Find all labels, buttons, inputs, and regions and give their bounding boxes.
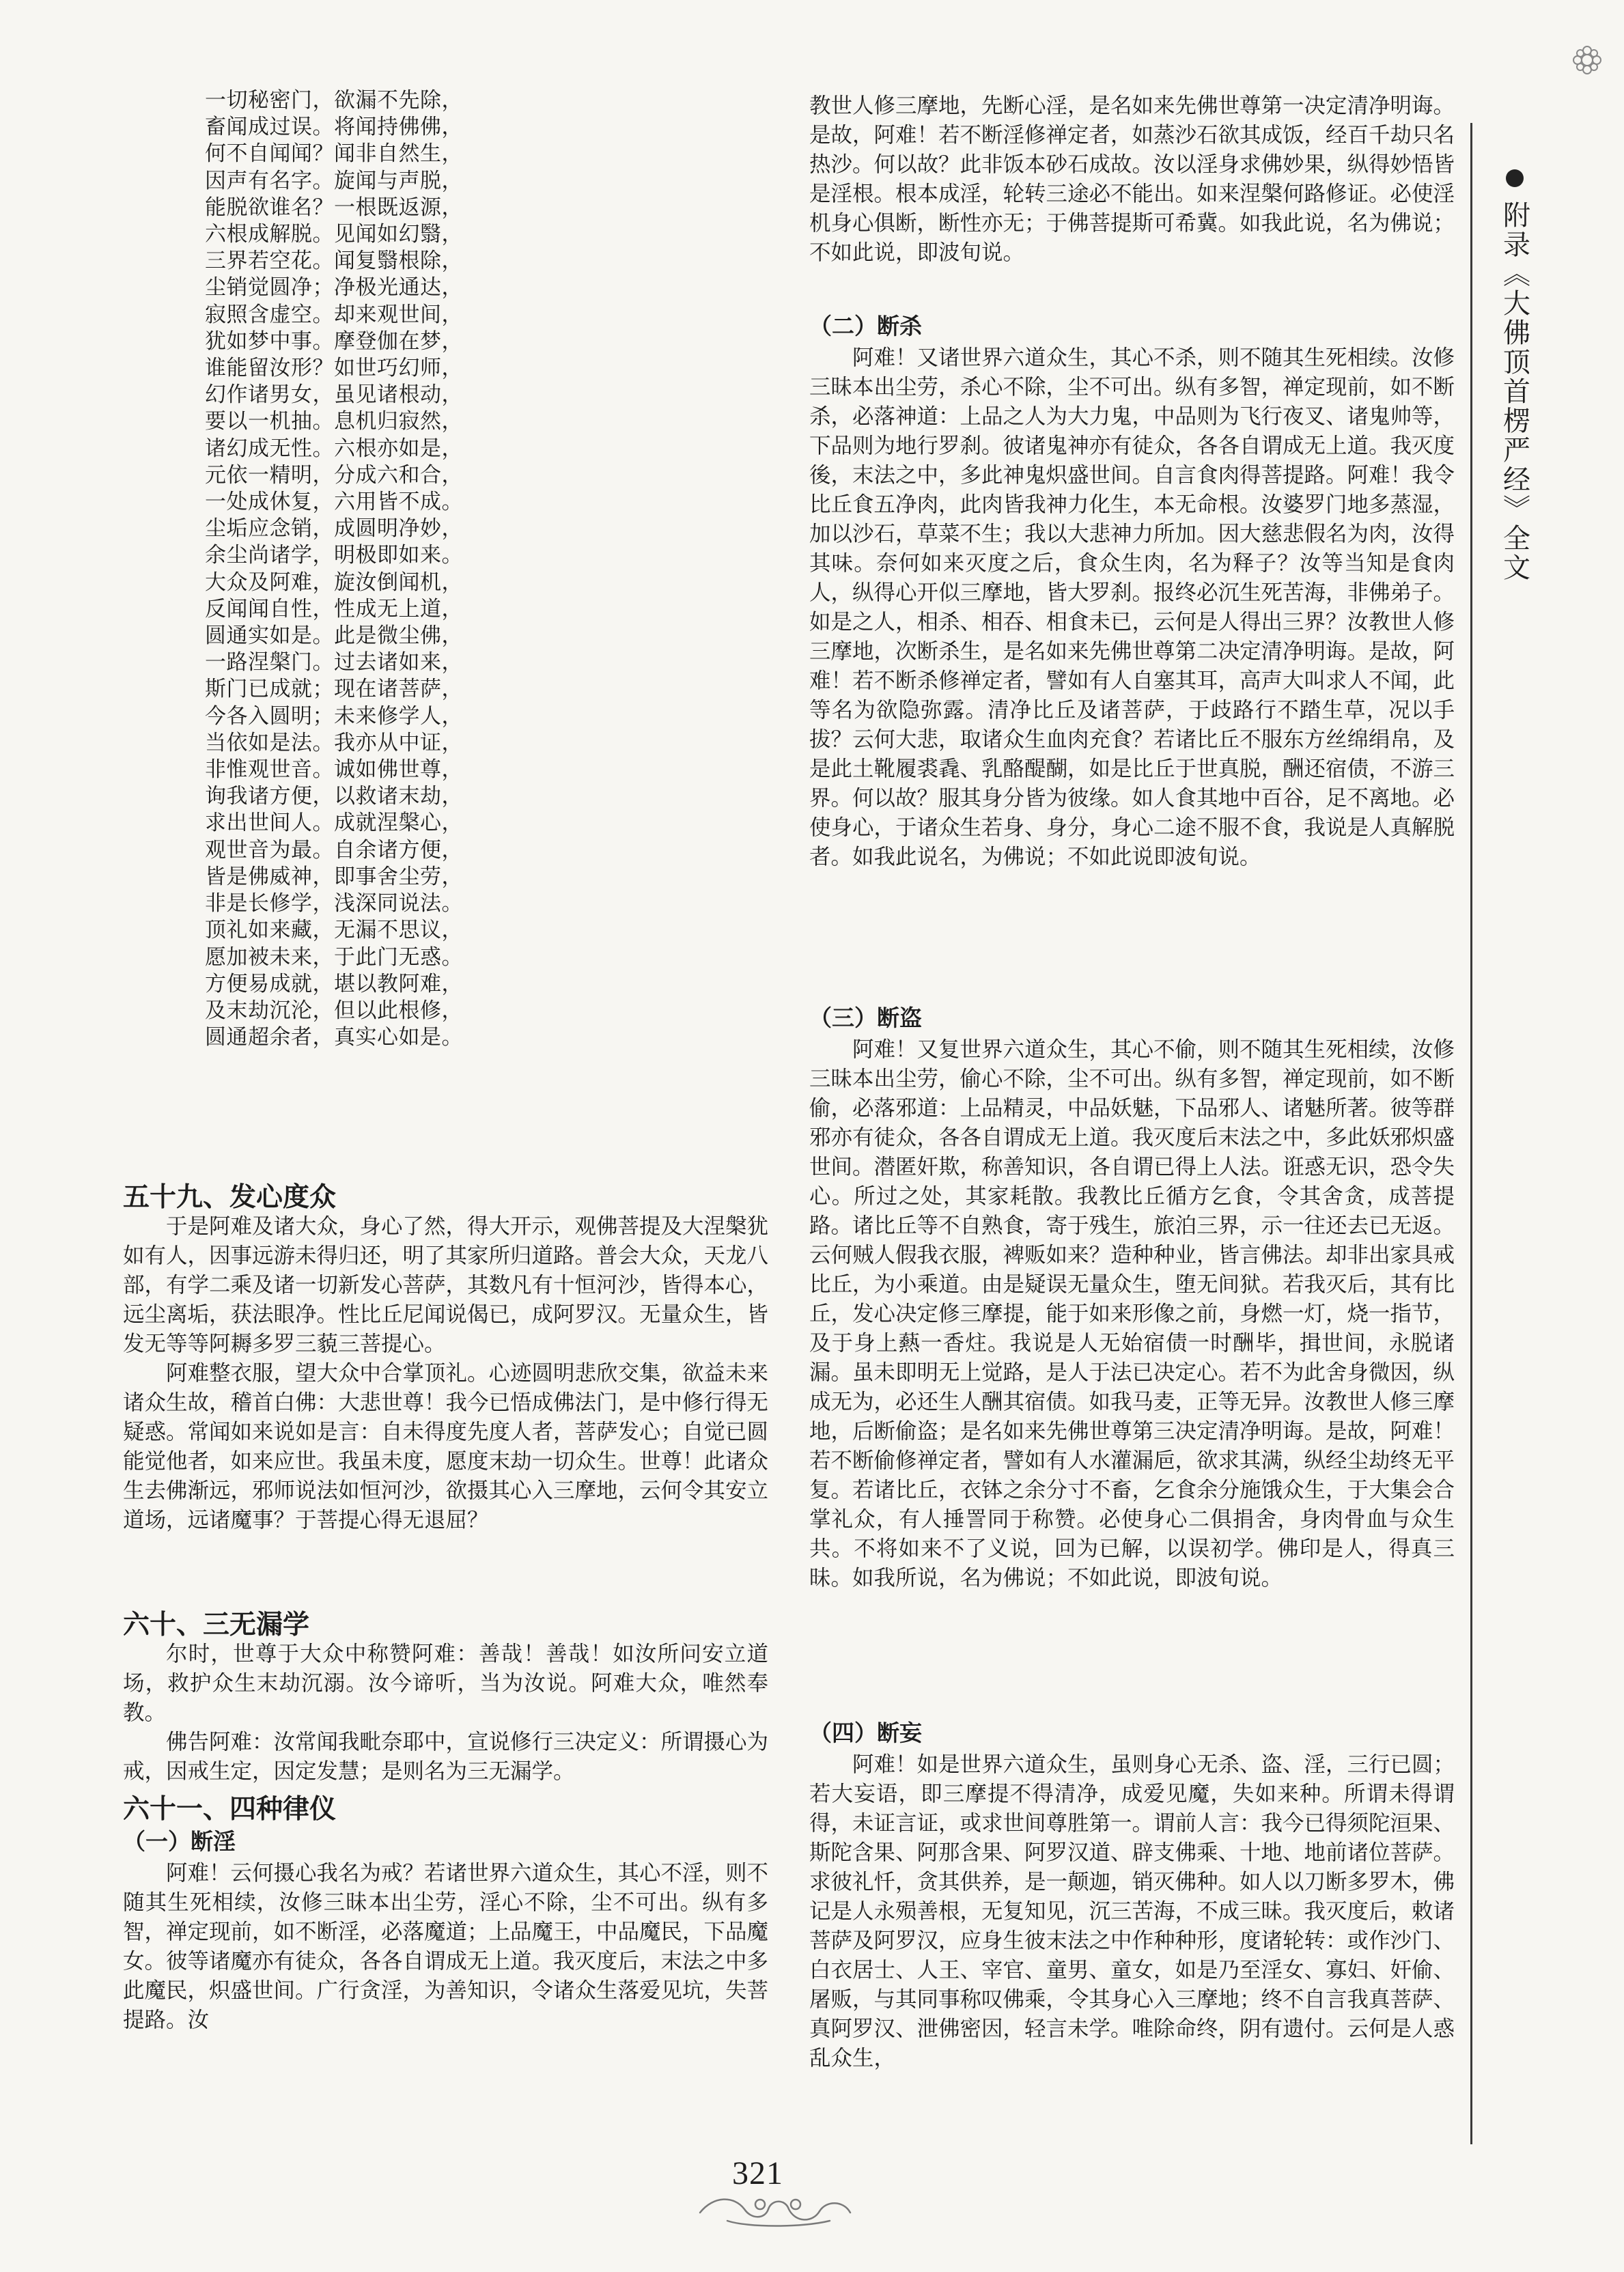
verse-line: 圆通超余者，真实心如是。 bbox=[205, 1025, 463, 1050]
paragraph: 佛告阿难：汝常闻我毗奈耶中，宣说修行三决定义：所谓摄心为戒，因戒生定，因定发慧；是则名为三无漏学。 bbox=[123, 1730, 769, 1784]
paragraph: 阿难！云何摄心我名为戒？若诸世界六道众生，其心不淫，则不随其生死相续，汝修三昧本出尘劳，淫心不除，尘不可出。纵有多智，禅定现前，如不断淫，必落魔道；上品魔王，中品魔民，下品魔女。彼等诸魔亦有徒众，各各自谓成无上道。我灭度后，末法之中多此魔民，炽盛世间。广行贪淫，为善知识，令诸众生落爱见坑，失菩提路。汝 bbox=[123, 1861, 769, 2032]
paragraph: 阿难！如是世界六道众生，虽则身心无杀、盗、淫，三行已圆；若大妄语，即三摩提不得清净，成爱见魔，失如来种。所谓未得谓得，未证言证，或求世间尊胜第一。谓前人言：我今已得须陀洹果、斯陀含果、阿那含果、阿罗汉道、辟支佛乘、十地、地前诸位菩萨。求彼礼忏，贪其供养，是一颠迦，销灭佛种。如人以刀断多罗木，佛记是人永殒善根，无复知见，沉三苦海，不成三昧。我灭度后，敕诸菩萨及阿罗汉，应身生彼末法之中作种种形，度诸轮转：或作沙门、白衣居士、人王、宰官、童男、童女，如是乃至淫女、寡妇、奸偷、屠贩，与其同事称叹佛乘，令其身心入三摩地；终不自言我真菩萨、真阿罗汉、泄佛密因，轻言未学。唯除命终，阴有遗付。云何是人惑乱众生， bbox=[809, 1752, 1455, 2071]
verse-line: 三界若空花。闻复翳根除， bbox=[205, 249, 463, 274]
bullet-icon bbox=[1506, 169, 1524, 187]
verse-line: 大众及阿难，旋汝倒闻机， bbox=[205, 570, 463, 595]
section-59-title: 五十九、发心度众 bbox=[123, 1182, 337, 1213]
paragraph: 阿难！又诸世界六道众生，其心不杀，则不随其生死相续。汝修三昧本出尘劳，杀心不除，尘不可出。纵有多智，禅定现前，如不断杀，必落神道：上品之人为大力鬼，中品则为飞行夜叉、诸鬼帅等，下品则为地行罗刹。彼诸鬼神亦有徒众，各各自谓成无上道。我灭度後，末法之中，多此神鬼炽盛世间。自言食肉得菩提路。阿难！我令比丘食五净肉，此肉皆我神力化生，本无命根。汝婆罗门地多蒸湿，加以沙石，草菜不生；我以大悲神力所加。因大慈悲假名为肉，汝得其味。奈何如来灭度之后，食众生肉，名为释子？汝等当知是食肉人，纵得心开似三摩地，皆大罗刹。报终必沉生死苦海，非佛弟子。如是之人，相杀、相吞、相食未已，云何是人得出三界？汝教世人修三摩地，次断杀生，是名如来先佛世尊第二决定清净明诲。是故，阿难！若不断杀修禅定者，譬如有人自塞其耳，高声大叫求人不闻，此等名为欲隐弥露。清净比丘及诸菩萨，于歧路行不踏生草，况以手拔？云何大悲，取诸众生血肉充食？若诸比丘不服东方丝绵绢帛，及是此土靴履裘毳、乳酪醍醐，如是比丘于世真脱，酬还宿债，不游三界。何以故？服其身分皆为彼缘。如人食其地中百谷，足不离地。必使身心，于诸众生若身、身分，身心二途不服不食，我说是人真解脱者。如我此说名，为佛说；不如此说即波旬说。 bbox=[809, 346, 1455, 869]
verse-line: 何不自闻闻？闻非自然生， bbox=[205, 141, 463, 167]
subsection-body bbox=[809, 1035, 1455, 1593]
section-59-body bbox=[123, 1212, 768, 1535]
verse-line: 询我诸方便，以救诸末劫， bbox=[205, 784, 463, 809]
verse-line: 皆是佛威神，即事舍尘劳， bbox=[205, 864, 463, 889]
running-header bbox=[1494, 169, 1535, 583]
verse-line: 今各入圆明；未来修学人， bbox=[205, 703, 463, 729]
subsection-body bbox=[809, 343, 1455, 872]
verse-line: 圆通实如是。此是微尘佛， bbox=[205, 623, 463, 649]
verse-line: 斯门已成就；现在诸菩萨， bbox=[205, 677, 463, 702]
subsection-body bbox=[123, 1859, 768, 2035]
verse-line: 畜闻成过误。将闻持佛佛， bbox=[205, 115, 463, 140]
verse-line: 尘垢应念销，成圆明净妙， bbox=[205, 516, 463, 542]
paragraph: 于是阿难及诸大众，身心了然，得大开示，观佛菩提及大涅槃犹如有人，因事远游未得归还，明了其家所归道路。普会大众，天龙八部，有学二乘及诸一切新发心菩萨，其数凡有十恒河沙，皆得本心，远尘离垢，获法眼净。性比丘尼闻说偈已，成阿罗汉。无量众生，皆发无等等阿耨多罗三藐三菩提心。 bbox=[123, 1214, 769, 1356]
cloud-ornament-icon bbox=[686, 2185, 864, 2233]
paragraph: 教世人修三摩地，先断心淫，是名如来先佛世尊第一决定清净明诲。是故，阿难！若不断淫修禅定者，如蒸沙石欲其成饭，经百千劫只名热沙。何以故？此非饭本砂石成故。汝以淫身求佛妙果，纵得妙悟皆是淫根。根本成淫，轮转三途必不能出。如来涅槃何路修证。必使淫机身心俱断，断性亦无；于佛菩提斯可希冀。如我此说，名为佛说；不如此说，即波旬说。 bbox=[809, 94, 1455, 265]
verse-line: 元依一精明，分成六和合， bbox=[205, 462, 463, 488]
section-61-title: 六十一、四种律仪 bbox=[123, 1794, 337, 1825]
verse-line: 因声有名字。旋闻与声脱， bbox=[205, 168, 463, 193]
verse-line: 幻作诸男女，虽见诸根动， bbox=[205, 382, 463, 408]
subsection-body bbox=[809, 1750, 1455, 2073]
verse-line: 一路涅槃门。过去诸如来， bbox=[205, 650, 463, 675]
verse-line: 谁能留汝形？如世巧幻师， bbox=[205, 356, 463, 381]
verse-line: 求出世间人。成就涅槃心， bbox=[205, 811, 463, 836]
verse-line: 顶礼如来藏，无漏不思议， bbox=[205, 918, 463, 943]
running-header-text: 附录《大佛顶首楞严经》全文 bbox=[1498, 201, 1530, 583]
verse-line: 非是长修学，浅深同说法。 bbox=[205, 891, 463, 916]
verse-line: 及末劫沉沦，但以此根修， bbox=[205, 998, 463, 1023]
sidebar-divider bbox=[1470, 123, 1472, 2144]
verse-line: 观世音为最。自余诸方便， bbox=[205, 837, 463, 862]
subsection-title: （一）断淫 bbox=[123, 1828, 236, 1855]
section-60-body bbox=[123, 1640, 768, 1786]
verse-line: 一处成休复，六用皆不成。 bbox=[205, 490, 463, 515]
subsection-title: （四）断妄 bbox=[809, 1720, 922, 1746]
verse-line: 当依如是法。我亦从中证， bbox=[205, 730, 463, 755]
verse-block bbox=[205, 87, 615, 1051]
subsection-title: （三）断盗 bbox=[809, 1005, 922, 1031]
verse-line: 要以一机抽。息机归寂然， bbox=[205, 409, 463, 434]
section-60-title: 六十、三无漏学 bbox=[123, 1610, 310, 1640]
verse-line: 寂照含虚空。却来观世间， bbox=[205, 302, 463, 327]
paragraph: 阿难！又复世界六道众生，其心不偷，则不随其生死相续，汝修三昧本出尘劳，偷心不除，尘不可出。纵有多智，禅定现前，如不断偷，必落邪道：上品精灵，中品妖魅，下品邪人、诸魅所著。彼等群邪亦有徒众，各各自谓成无上道。我灭度后末法之中，多此妖邪炽盛世间。潜匿奸欺，称善知识，各自谓已得上人法。诳惑无识，恐令失心。所过之处，其家耗散。我教比丘循方乞食，令其舍贪，成菩提路。诸比丘等不自熟食，寄于残生，旅泊三界，示一往还去已无返。云何贼人假我衣服，裨贩如来？造种种业，皆言佛法。却非出家具戒比丘，为小乘道。由是疑误无量众生，堕无间狱。若我灭后，其有比丘，发心决定修三摩提，能于如来形像之前，身燃一灯，烧一指节，及于身上爇一香炷。我说是人无始宿债一时酬毕，揖世间，永脱诸漏。虽未即明无上觉路，是人于法已决定心。若不为此舍身微因，纵成无为，必还生人酬其宿债。如我马麦，正等无异。汝教世人修三摩地，后断偷盗；是名如来先佛世尊第三决定清净明诲。是故，阿难！若不断偷修禅定者，譬如有人水灌漏巵，欲求其满，纵经尘劫终无平复。若诸比丘，衣钵之余分寸不畜，乞食余分施饿众生，于大集会合掌礼众，有人捶詈同于称赞。必使身心二俱捐舍，身肉骨血与众生共。不将如来不了义说，回为已解，以误初学。佛印是人，得真三昧。如我所说，名为佛说；不如此说，即波旬说。 bbox=[809, 1037, 1455, 1590]
verse-line: 愿加被未来，于此门无惑。 bbox=[205, 944, 463, 970]
verse-line: 非惟观世音。诚如佛世尊， bbox=[205, 757, 463, 783]
verse-line: 余尘尚诸学，明极即如来。 bbox=[205, 543, 463, 568]
page-number: 321 bbox=[732, 2155, 783, 2191]
subsection-title: （二）断杀 bbox=[809, 313, 922, 339]
verse-line: 诸幻成无性。六根亦如是， bbox=[205, 436, 463, 461]
verse-line: 能脱欲谁名？一根既返源， bbox=[205, 195, 463, 220]
flower-ornament-icon bbox=[1569, 42, 1605, 78]
verse-line: 犹如梦中事。摩登伽在梦， bbox=[205, 328, 463, 354]
verse-line: 六根成解脱。见闻如幻翳， bbox=[205, 222, 463, 247]
continued-text bbox=[809, 92, 1455, 268]
verse-line: 反闻闻自性，性成无上道， bbox=[205, 596, 463, 621]
paragraph: 阿难整衣服，望大众中合掌顶礼。心迹圆明悲欣交集，欲益未来诸众生故，稽首白佛：大悲世尊！我今已悟成佛法门，是中修行得无疑惑。常闻如来说如是言：自未得度先度人者，菩萨发心；自觉已圆能觉他者，如来应世。我虽未度，愿度末劫一切众生。世尊！此诸众生去佛渐远，邪师说法如恒河沙，欲摄其心入三摩地，云何令其安立道场，远诸魔事？于菩提心得无退屈？ bbox=[123, 1361, 769, 1532]
verse-line: 方便易成就，堪以教阿难， bbox=[205, 971, 463, 996]
verse-line: 一切秘密门，欲漏不先除， bbox=[205, 88, 463, 113]
paragraph: 尔时，世尊于大众中称赞阿难：善哉！善哉！如汝所问安立道场，救护众生末劫沉溺。汝今谛听，当为汝说。阿难大众，唯然奉教。 bbox=[123, 1642, 768, 1725]
verse-line: 尘销觉圆净；净极光通达， bbox=[205, 275, 463, 300]
